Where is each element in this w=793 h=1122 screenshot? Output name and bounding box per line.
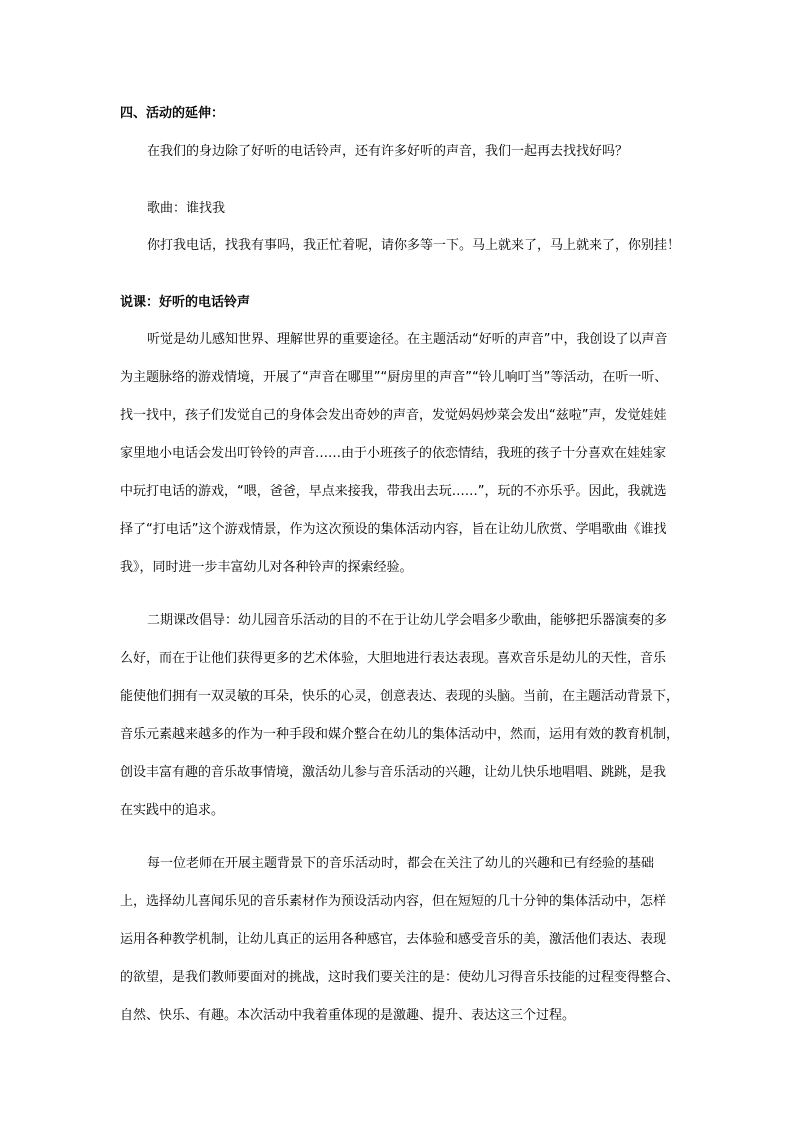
paragraph-line: 为主题脉络的游戏情境，开展了“声音在哪里”“厨房里的声音”“铃儿响叮当”等活动，在听一听、: [120, 370, 668, 385]
paragraph-line: 么好，而在于让他们获得更多的艺术体验，大胆地进行表达表现。喜欢音乐是幼儿的天性，音乐: [120, 651, 667, 666]
paragraph-line: 二期课改倡导：幼儿园音乐活动的目的不在于让幼儿学会唱多少歌曲，能够把乐器演奏的多: [147, 613, 668, 628]
paragraph-line: 的欲望，是我们教师要面对的挑战，这时我们要关注的是：使幼儿习得音乐技能的过程变得整合、: [120, 970, 680, 985]
extension-intro: 在我们的身边除了好听的电话铃声，还有许多好听的声音，我们一起再去找找好吗？: [147, 144, 629, 159]
paragraph-line: 自然、快乐、有趣。本次活动中我着重体现的是激趣、提升、表达这三个过程。: [120, 1008, 576, 1023]
paragraph-line: 在实践中的追求。: [120, 803, 225, 818]
paragraph-line: 听觉是幼儿感知世界、理解世界的重要途径。在主题活动“好听的声音”中，我创设了以声音: [147, 332, 668, 347]
song-lyrics: 你打我电话，找我有事吗，我正忙着呢，请你多等一下。马上就来了，马上就来了，你别挂！: [147, 238, 681, 253]
song-title: 歌曲：谁找我: [147, 201, 226, 216]
shuoke-heading: 说课：好听的电话铃声: [120, 295, 251, 310]
paragraph-line: 运用各种教学机制，让幼儿真正的运用各种感官，去体验和感受音乐的美，激活他们表达、表现: [120, 932, 667, 947]
paragraph-line: 创设丰富有趣的音乐故事情境，激活幼儿参与音乐活动的兴趣，让幼儿快乐地唱唱、跳跳，是我: [120, 765, 667, 780]
paragraph-line: 能使他们拥有一双灵敏的耳朵，快乐的心灵，创意表达、表现的头脑。当前，在主题活动背景下，: [120, 689, 680, 704]
paragraph-line: 上，选择幼儿喜闻乐见的音乐素材作为预设活动内容，但在短短的几十分钟的集体活动中，怎样: [120, 894, 667, 909]
paragraph-line: 找一找中，孩子们发觉自己的身体会发出奇妙的声音，发觉妈妈炒菜会发出“兹啦”声，发觉娃娃: [120, 408, 667, 423]
paragraph-line: 择了“打电话”这个游戏情景，作为这次预设的集体活动内容，旨在让幼儿欣赏、学唱歌曲《谁找: [120, 522, 667, 537]
section-heading-extension: 四、活动的延伸：: [120, 106, 225, 121]
paragraph-line: 家里地小电话会发出叮铃铃的声音……由于小班孩子的依恋情结，我班的孩子十分喜欢在娃娃家: [120, 446, 667, 461]
paragraph-line: 中玩打电话的游戏，“喂，爸爸，早点来接我，带我出去玩……”，玩的不亦乐乎。因此，我就选: [120, 484, 667, 499]
paragraph-line: 音乐元素越来越多的作为一种手段和媒介整合在幼儿的集体活动中，然而，运用有效的教育机制，: [120, 727, 680, 742]
paragraph-line: 每一位老师在开展主题背景下的音乐活动时，都会在关注了幼儿的兴趣和已有经验的基础: [147, 856, 655, 871]
paragraph-line: 我》，同时进一步丰富幼儿对各种铃声的探索经验。: [120, 560, 413, 575]
